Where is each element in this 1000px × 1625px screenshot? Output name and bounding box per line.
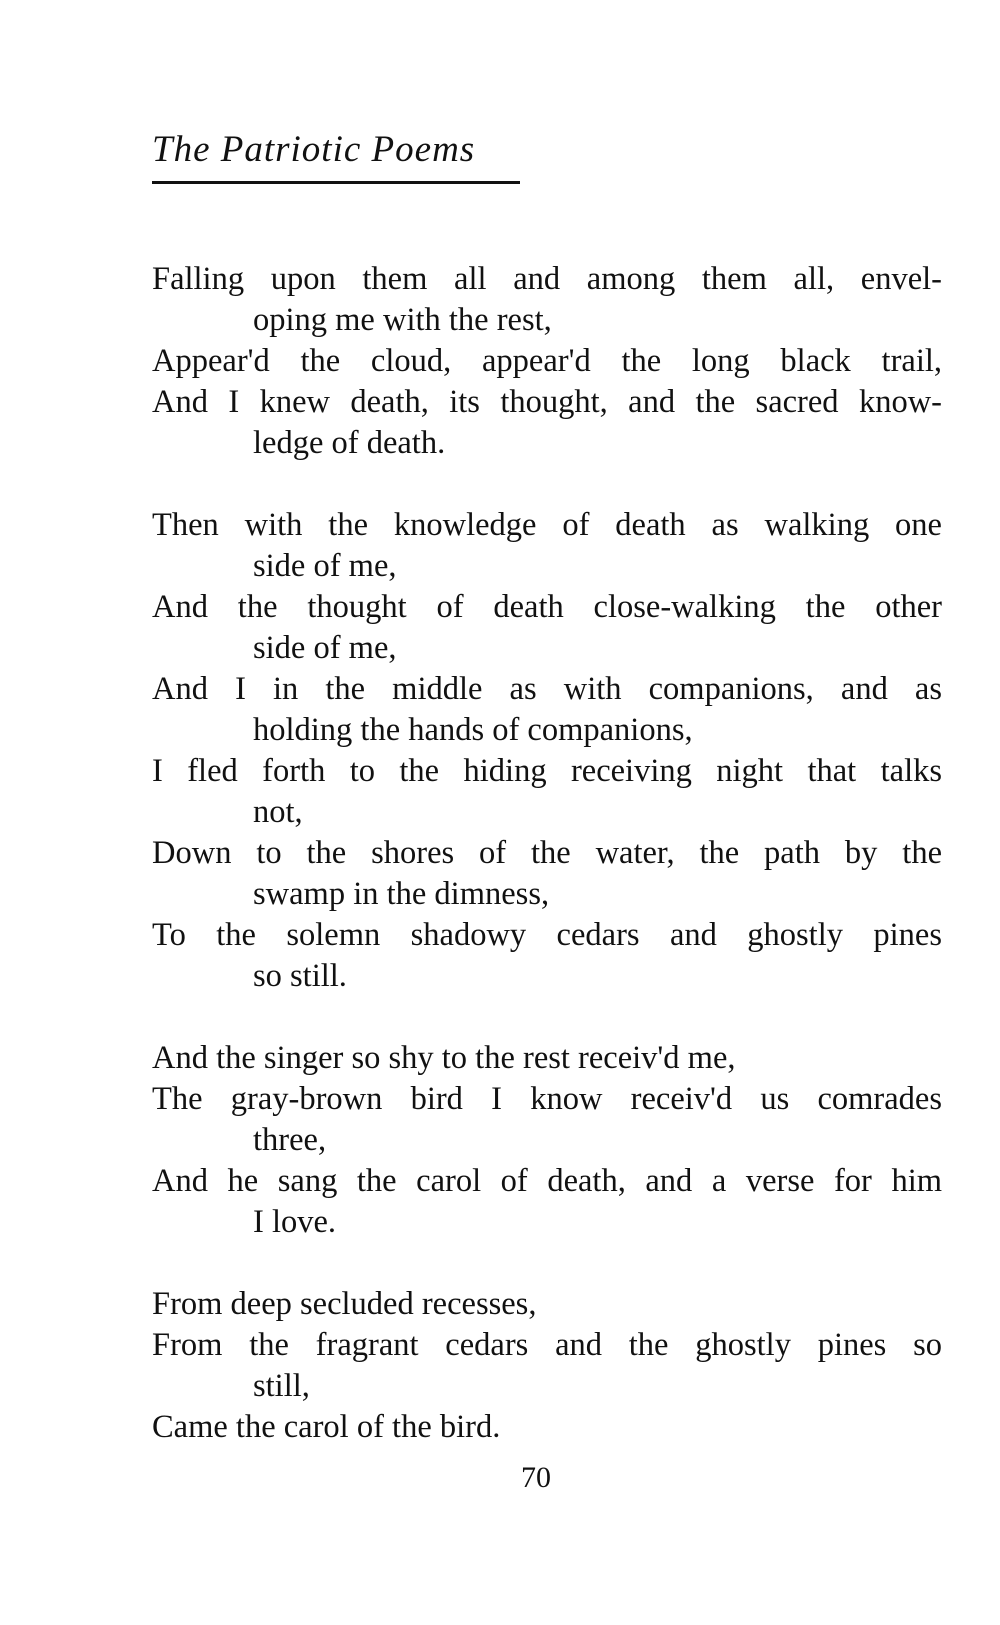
poem-line-continuation: so still. <box>253 958 347 994</box>
poem-line: From the fragrant cedars and the ghostly pines so <box>152 1327 942 1363</box>
poem-line-continuation: oping me with the rest, <box>253 302 552 338</box>
poem-line-continuation: swamp in the dimness, <box>253 876 550 912</box>
poem-line-continuation: side of me, <box>253 548 397 584</box>
poem-line-continuation: side of me, <box>253 630 397 666</box>
stanza <box>152 1038 942 1243</box>
poem-line: And the singer so shy to the rest receiv'd me, <box>152 1040 736 1076</box>
running-head-rule <box>152 181 520 184</box>
poem-line: From deep secluded recesses, <box>152 1286 537 1322</box>
stanza <box>152 1284 942 1448</box>
poem-line: Appear'd the cloud, appear'd the long black trail, <box>152 343 942 379</box>
poem-line: Falling upon them all and among them all, envel- <box>152 261 942 297</box>
stanza <box>152 505 942 997</box>
poem-line: To the solemn shadowy cedars and ghostly pines <box>152 917 942 953</box>
poem-line: And he sang the carol of death, and a verse for him <box>152 1163 942 1199</box>
stanza <box>152 259 942 464</box>
poem-line-continuation: three, <box>253 1122 327 1158</box>
page-number: 70 <box>521 1461 551 1494</box>
poem-line: Then with the knowledge of death as walking one <box>152 507 942 543</box>
poem-line: And I knew death, its thought, and the sacred know- <box>152 384 942 420</box>
poem-line: I fled forth to the hiding receiving night that talks <box>152 753 942 789</box>
poem-line: Came the carol of the bird. <box>152 1409 501 1445</box>
poem-text <box>152 259 942 1448</box>
poem-line: And I in the middle as with companions, and as <box>152 671 942 707</box>
poem-line: The gray-brown bird I know receiv'd us comrades <box>152 1081 942 1117</box>
poem-line-continuation: not, <box>253 794 303 830</box>
poem-line-continuation: still, <box>253 1368 310 1404</box>
poem-line: And the thought of death close-walking the other <box>152 589 942 625</box>
poem-line-continuation: holding the hands of companions, <box>253 712 693 748</box>
poem-line-continuation: I love. <box>253 1204 337 1240</box>
poem-line: Down to the shores of the water, the path by the <box>152 835 942 871</box>
poem-line-continuation: ledge of death. <box>253 425 446 461</box>
running-head: The Patriotic Poems <box>152 129 476 170</box>
